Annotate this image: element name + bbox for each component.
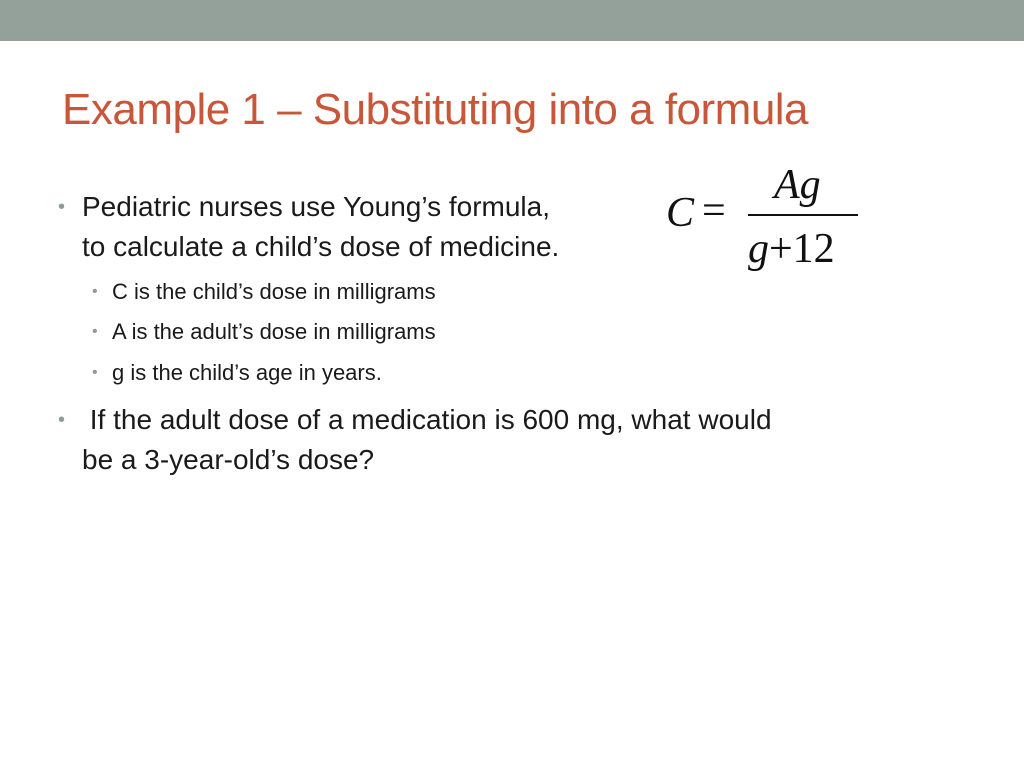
denominator-rest: +12 [769, 226, 835, 272]
bullet-dot-icon: • [58, 409, 66, 431]
sub-bullet-text: A is the adult’s dose in milligrams [112, 319, 436, 344]
fraction-bar [748, 214, 858, 216]
formula-lhs: C [666, 190, 695, 236]
bullet-dot-icon: • [92, 364, 98, 381]
top-bar [0, 0, 1024, 41]
denominator-variable: g [748, 226, 769, 272]
bullet-line: to calculate a child’s dose of medicine. [82, 231, 560, 262]
bullet-line: Pediatric nurses use Young’s formula, [82, 191, 550, 222]
bullet-dot-icon: • [92, 283, 98, 300]
sub-bullet-text: C is the child’s dose in milligrams [112, 279, 436, 304]
formula-denominator [748, 228, 835, 270]
sub-bullet-c [92, 277, 436, 307]
formula-equals: = [702, 188, 726, 234]
bullet-question [58, 400, 772, 480]
bullet-line: be a 3-year-old’s dose? [82, 444, 375, 475]
bullet-line: If the adult dose of a medication is 600 mg, what would [82, 404, 772, 435]
bullet-dot-icon: • [58, 196, 66, 218]
young-formula [664, 162, 864, 277]
bullet-dot-icon: • [92, 323, 98, 340]
sub-bullet-a [92, 317, 436, 347]
formula-numerator: Ag [774, 162, 821, 208]
sub-bullet-text: g is the child’s age in years. [112, 360, 382, 385]
sub-bullet-g [92, 358, 382, 388]
slide-title: Example 1 – Substituting into a formula [62, 85, 809, 134]
bullet-young-formula [58, 187, 560, 267]
